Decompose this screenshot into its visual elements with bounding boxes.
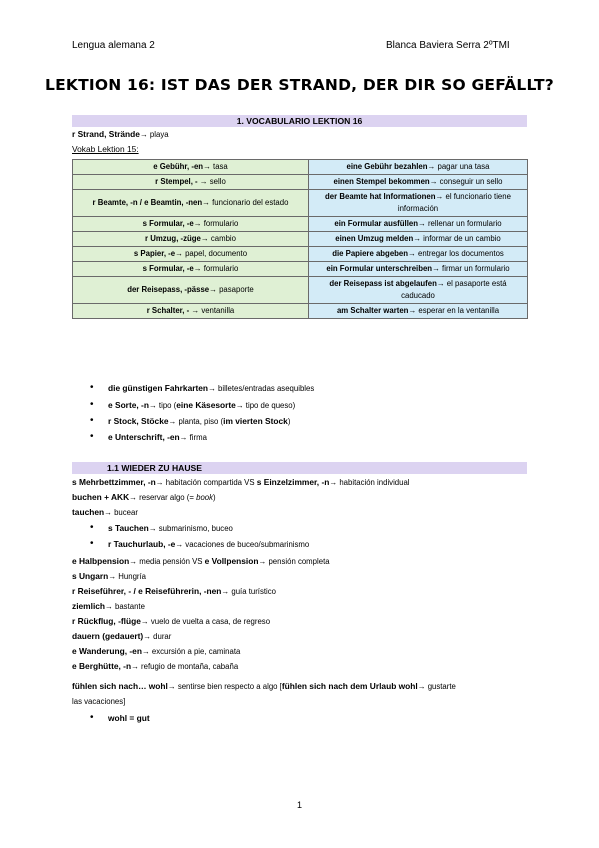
bullet-dot: • [90,399,94,410]
vocab-term-cell: e Gebühr, -en→ tasa [73,160,309,175]
vocab-phrase-cell: ein Formular unterschreiben→ firmar un formulario [309,262,528,277]
vocab-table-row [73,277,528,304]
vocab-phrase-cell: einen Umzug melden→ informar de un cambio [309,232,528,247]
vocab-term-cell: r Stempel, - → sello [73,175,309,190]
vocab-table-row [73,304,528,319]
vocab-line: dauern (gedauert)→ durar [72,631,172,641]
vocab-phrase-cell: am Schalter warten→ esperar en la ventanilla [309,304,528,319]
page-number: 1 [296,800,302,810]
intro-translation: → playa [139,130,169,139]
header-left: Lengua alemana 2 [72,40,155,51]
bullet-dot: • [90,431,94,442]
bullet-item: wohl = gut [108,713,150,723]
vocab-table-row [73,217,528,232]
vocab-line: s Ungarn→ Hungría [72,571,147,581]
bullet-item: r Tauchurlaub, -e→ vacaciones de buceo/submarinismo [108,539,310,549]
vocab-phrase-cell: der Beamte hat Informationen→ el funcionario tiene información [309,190,528,217]
vocab-line: fühlen sich nach… wohl→ sentirse bien respecto a algo [fühlen sich nach dem Urlaub wohl→ gustarte [72,681,456,691]
vocab-term-cell: s Formular, -e→ formulario [73,262,309,277]
vocab-phrase-cell: die Papiere abgeben→ entregar los documentos [309,247,528,262]
bullet-item: e Unterschrift, -en→ firma [108,432,207,442]
page-title: LEKTION 16: IST DAS DER STRAND, DER DIR SO GEFÄLLT? [45,76,554,94]
vokab-label: Vokab Lektion 15: [72,144,139,154]
vocab-term-cell: r Beamte, -n / e Beamtin, -nen→ funcionario del estado [73,190,309,217]
vocab-line: r Rückflug, -flüge→ vuelo de vuelta a casa, de regreso [72,616,271,626]
vocab-line-continuation: las vacaciones] [72,697,126,706]
vocab-line: e Halbpension→ media pensión VS e Vollpension→ pensión completa [72,556,330,566]
bullet-item: r Stock, Stöcke→ planta, piso (im vierten Stock) [108,416,291,426]
vocab-phrase-cell: der Reisepass ist abgelaufen→ el pasaporte está caducado [309,277,528,304]
vocab-term-cell: r Umzug, -züge→ cambio [73,232,309,247]
vocab-table-row [73,160,528,175]
vocab-term-cell: s Papier, -e→ papel, documento [73,247,309,262]
header-right: Blanca Baviera Serra 2ºTMI [386,40,510,51]
vocab-line: e Berghütte, -n→ refugio de montaña, cabaña [72,661,239,671]
vocab-term-cell: s Formular, -e→ formulario [73,217,309,232]
vocab-line: e Wanderung, -en→ excursión a pie, caminata [72,646,241,656]
bullet-dot: • [90,415,94,426]
vocab-term-cell: r Schalter, - → ventanilla [73,304,309,319]
vocab-line: buchen + AKK→ reservar algo (= book) [72,492,216,502]
vocab-table [72,159,528,319]
bullet-item: e Sorte, -n→ tipo (eine Käsesorte→ tipo de queso) [108,400,296,410]
vocab-phrase-cell: eine Gebühr bezahlen→ pagar una tasa [309,160,528,175]
intro-line [72,129,169,139]
vocab-table-row [73,190,528,217]
vocab-phrase-cell: ein Formular ausfüllen→ rellenar un formulario [309,217,528,232]
bullet-item: s Tauchen→ submarinismo, buceo [108,523,233,533]
vocab-line: ziemlich→ bastante [72,601,145,611]
section-heading-wieder-zu-hause: 1.1 WIEDER ZU HAUSE [72,462,527,474]
vocab-phrase-cell: einen Stempel bekommen→ conseguir un sello [309,175,528,190]
vocab-line: s Mehrbettzimmer, -n→ habitación compartida VS s Einzelzimmer, -n→ habitación individual [72,477,410,487]
intro-term: r Strand, Strände [72,129,140,139]
bullet-dot: • [90,382,94,393]
vocab-line: r Reiseführer, - / e Reiseführerin, -nen→ guía turístico [72,586,277,596]
vocab-table-row [73,232,528,247]
bullet-dot: • [90,538,94,549]
vocab-table-row [73,247,528,262]
bullet-item: die günstigen Fahrkarten→ billetes/entradas asequibles [108,383,315,393]
vocab-table-row [73,175,528,190]
bullet-dot: • [90,712,94,723]
vocab-line: tauchen→ bucear [72,507,138,517]
bullet-dot: • [90,522,94,533]
vocab-table-row [73,262,528,277]
section-heading-vocabulario: 1. VOCABULARIO LEKTION 16 [72,115,527,127]
vocab-term-cell: der Reisepass, -pässe→ pasaporte [73,277,309,304]
